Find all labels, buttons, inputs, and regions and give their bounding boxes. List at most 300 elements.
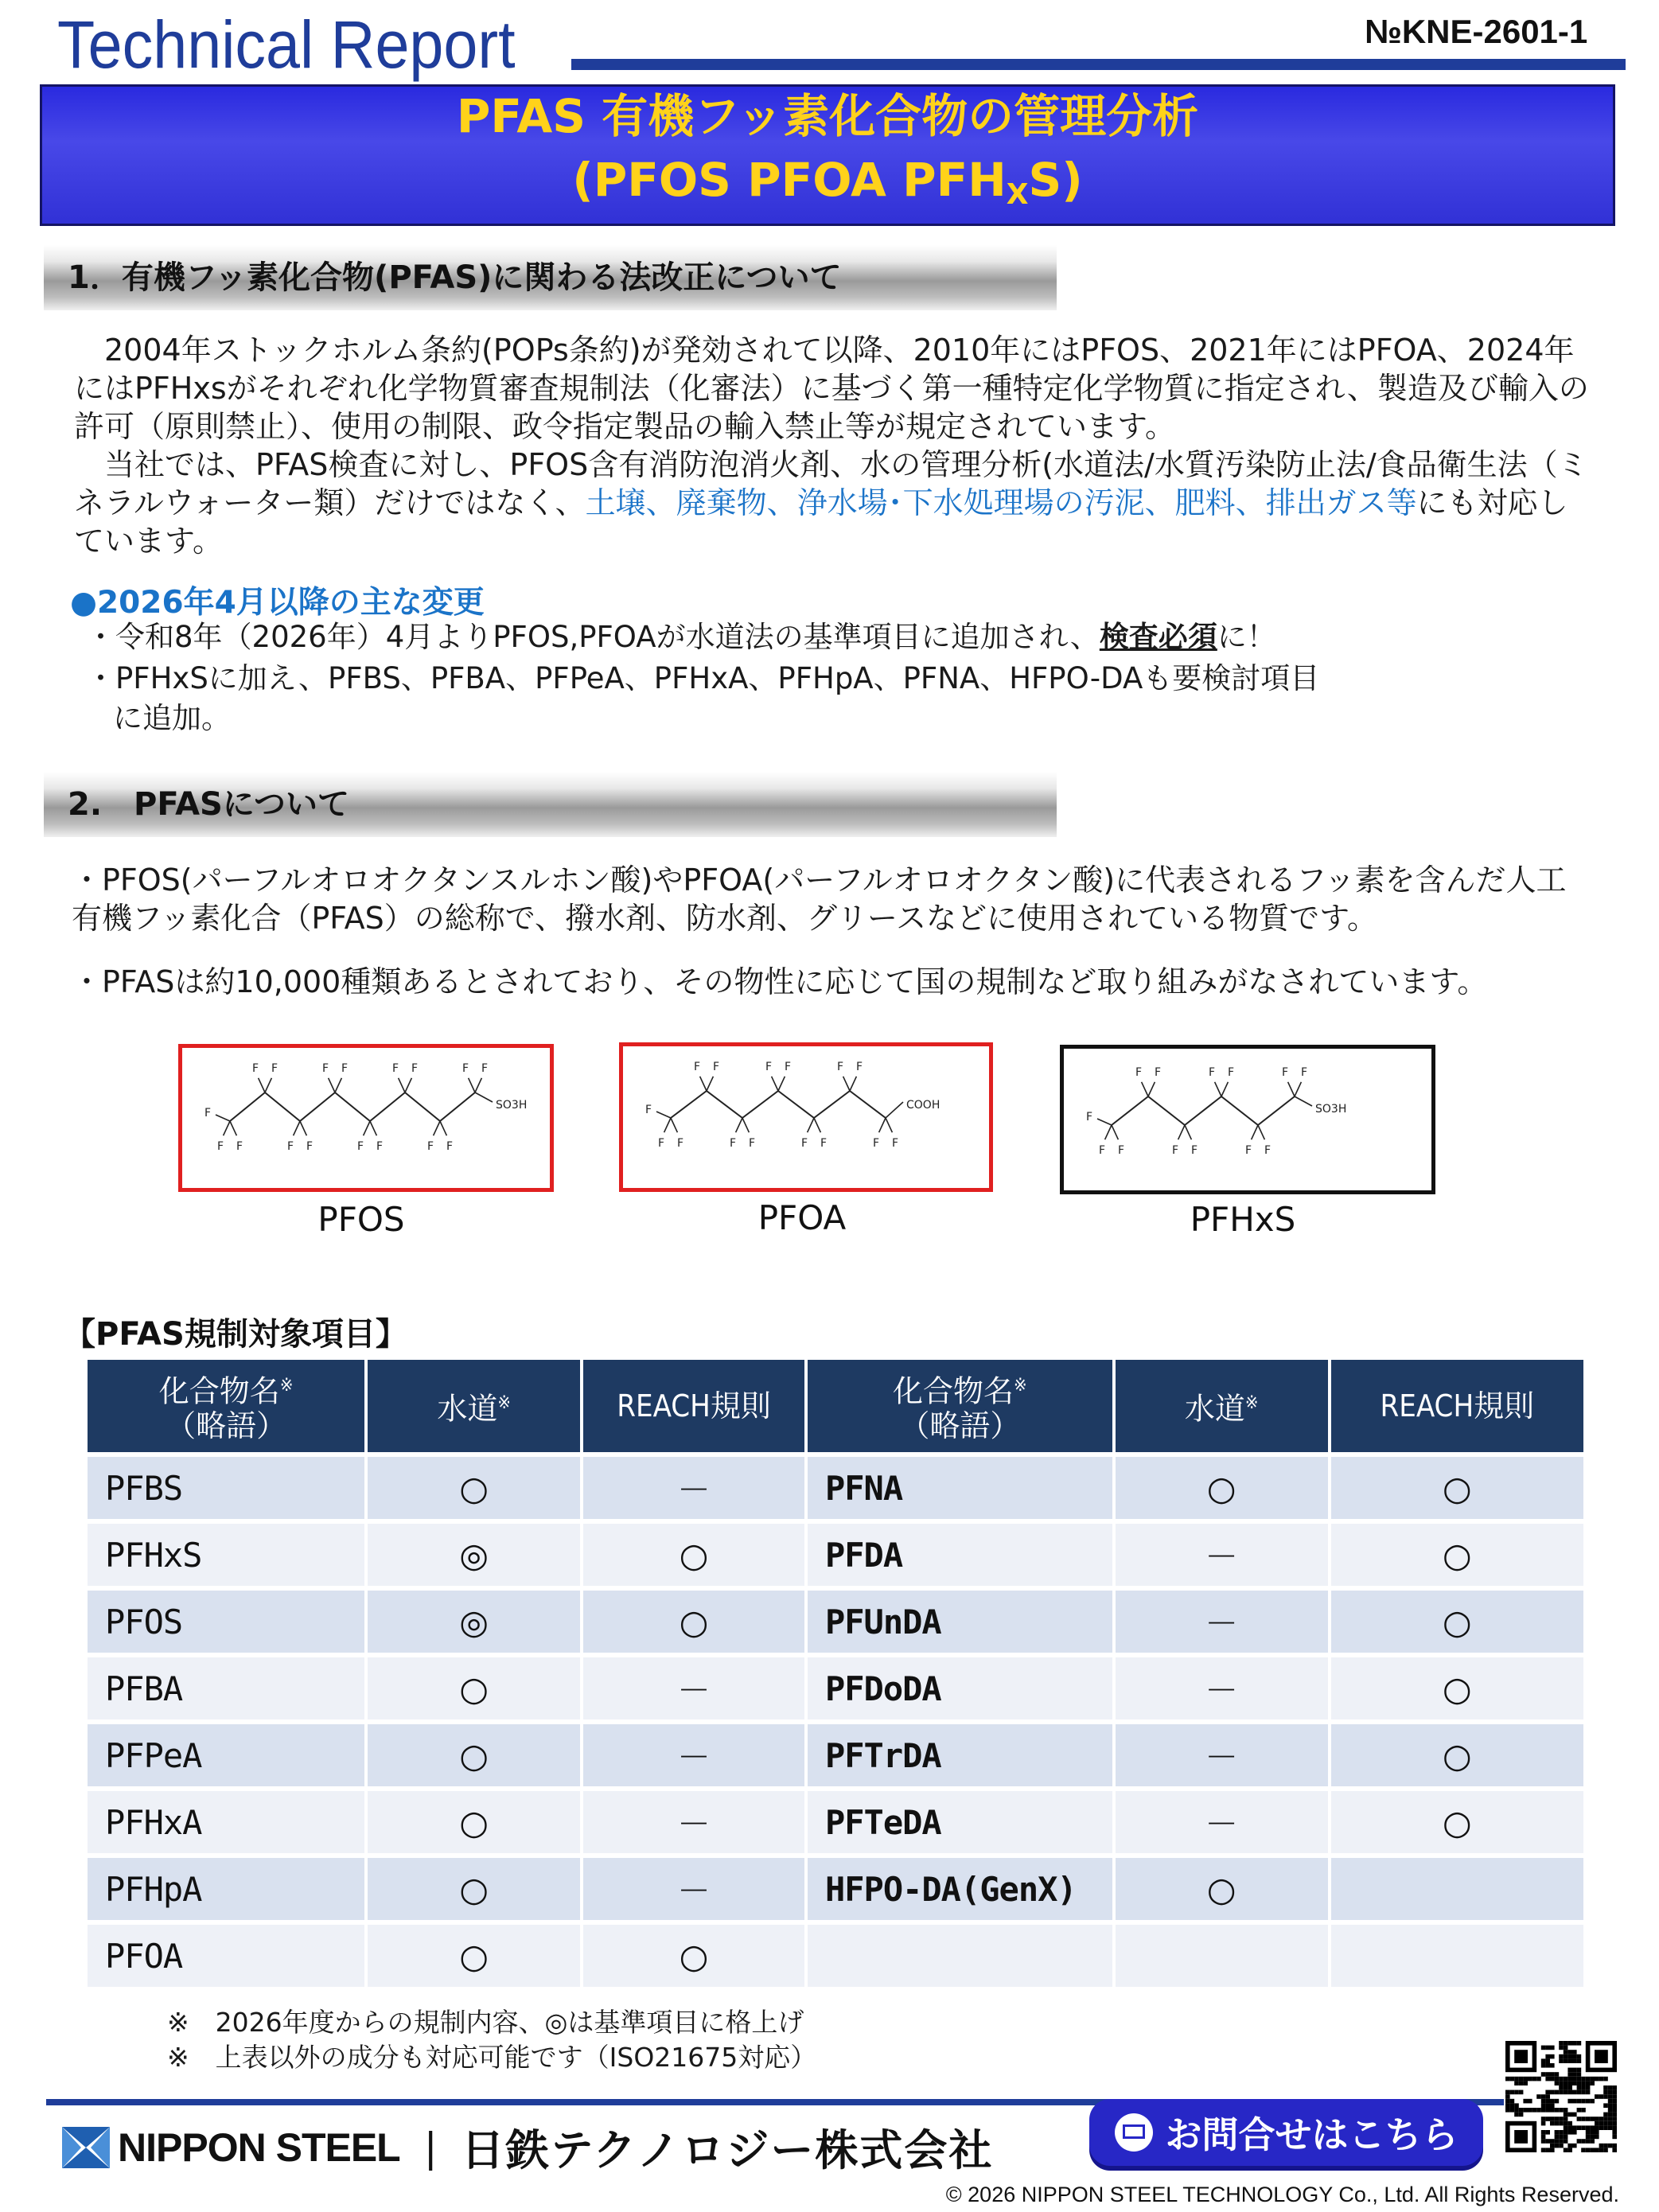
qr-module bbox=[1555, 2144, 1560, 2148]
qr-module bbox=[1536, 2108, 1541, 2113]
qr-module bbox=[1577, 2068, 1582, 2073]
qr-module bbox=[1586, 2117, 1591, 2121]
qr-module bbox=[1550, 2148, 1555, 2152]
compound-name: PFPeA bbox=[88, 1724, 364, 1786]
compound-name bbox=[808, 1925, 1112, 1987]
qr-module bbox=[1555, 2130, 1560, 2135]
qr-module bbox=[1572, 2072, 1577, 2077]
qr-module bbox=[1505, 2090, 1510, 2095]
fluorine-atom: F bbox=[820, 1137, 828, 1150]
cf-bond bbox=[1288, 1082, 1295, 1096]
compound-name: PFOA bbox=[88, 1925, 364, 1987]
qr-module bbox=[1550, 2077, 1555, 2082]
footer-separator: | bbox=[423, 2124, 438, 2171]
qr-module bbox=[1541, 2063, 1546, 2068]
backbone-bond bbox=[850, 1091, 886, 1118]
qr-module bbox=[1545, 2058, 1550, 2063]
qr-module bbox=[1572, 2113, 1577, 2117]
reach-mark: － bbox=[583, 1724, 804, 1786]
qr-module bbox=[1559, 2077, 1564, 2082]
qr-module bbox=[1541, 2130, 1546, 2135]
fluorine-atom: F bbox=[693, 1061, 701, 1073]
fluorine-atom: F bbox=[872, 1137, 880, 1150]
qr-module bbox=[1567, 2050, 1572, 2054]
fluorine-atom: F bbox=[391, 1062, 399, 1075]
qr-module bbox=[1550, 2054, 1555, 2059]
qr-module bbox=[1567, 2041, 1572, 2046]
fluorine-atom: F bbox=[216, 1140, 224, 1153]
reach-mark: － bbox=[583, 1657, 804, 1719]
qr-module bbox=[1545, 2139, 1550, 2144]
qr-module bbox=[1559, 2121, 1564, 2126]
qr-module bbox=[1567, 2113, 1572, 2117]
fluorine-atom: F bbox=[1171, 1144, 1179, 1157]
qr-module bbox=[1572, 2081, 1577, 2085]
qr-module bbox=[1586, 2085, 1591, 2090]
qr-module bbox=[1572, 2077, 1577, 2082]
nippon-steel-wordmark: NIPPON STEEL bbox=[118, 2124, 400, 2170]
qr-module bbox=[1599, 2094, 1604, 2099]
qr-module bbox=[1612, 2130, 1617, 2135]
qr-module bbox=[1545, 2117, 1550, 2121]
cf-bond bbox=[1252, 1125, 1258, 1139]
qr-module bbox=[1577, 2090, 1582, 2095]
qr-module bbox=[1536, 2077, 1541, 2082]
qr-module bbox=[1555, 2121, 1560, 2126]
pfos-label: PFOS bbox=[317, 1200, 405, 1239]
backbone-bond bbox=[1221, 1096, 1258, 1125]
reach-mark: ○ bbox=[583, 1925, 804, 1987]
water-mark: ○ bbox=[368, 1657, 580, 1719]
pfos-structure-drawing bbox=[182, 1048, 550, 1188]
qr-module bbox=[1523, 2108, 1528, 2113]
compound-name: PFUnDA bbox=[808, 1591, 1112, 1653]
qr-module bbox=[1567, 2072, 1572, 2077]
qr-module bbox=[1581, 2117, 1586, 2121]
change-item-2-line1: ・PFHxSに加え、PFBS、PFBA、PFPeA、PFHxA、PFHpA、PFNA、HFPO-DAも要検討項目 bbox=[86, 661, 1320, 695]
water-mark: ○ bbox=[368, 1858, 580, 1920]
qr-module bbox=[1550, 2046, 1555, 2050]
backbone-bond bbox=[265, 1092, 300, 1121]
cf-bond bbox=[1105, 1125, 1112, 1139]
table-row bbox=[88, 1791, 1583, 1853]
fluorine-atom: F bbox=[1264, 1144, 1272, 1157]
qr-module bbox=[1550, 2103, 1555, 2108]
compound-name: PFBS bbox=[88, 1457, 364, 1519]
qr-module bbox=[1608, 2117, 1613, 2121]
fluorine-atom: F bbox=[784, 1061, 792, 1073]
qr-module bbox=[1559, 2139, 1564, 2144]
reach-mark: － bbox=[583, 1457, 804, 1519]
cf-bond bbox=[850, 1077, 856, 1091]
backbone-bond bbox=[742, 1091, 778, 1118]
qr-module bbox=[1564, 2041, 1568, 2046]
qr-module bbox=[1541, 2103, 1546, 2108]
qr-module bbox=[1595, 2121, 1599, 2126]
qr-module bbox=[1505, 2108, 1510, 2113]
backbone-bond bbox=[1258, 1096, 1295, 1125]
qr-module bbox=[1581, 2090, 1586, 2095]
water-mark: ○ bbox=[368, 1724, 580, 1786]
reach-mark: ○ bbox=[1331, 1591, 1583, 1653]
qr-code-icon[interactable] bbox=[1505, 2041, 1617, 2152]
change-item-2-line2: に追加。 bbox=[113, 701, 231, 735]
qr-module bbox=[1612, 2144, 1617, 2148]
qr-module bbox=[1581, 2139, 1586, 2144]
qr-module bbox=[1586, 2077, 1591, 2082]
water-mark: － bbox=[1116, 1657, 1328, 1719]
qr-module bbox=[1603, 2077, 1608, 2082]
compound-name: PFHxA bbox=[88, 1791, 364, 1853]
fluorine-atom: F bbox=[1281, 1066, 1289, 1079]
qr-module bbox=[1505, 2103, 1510, 2108]
fluorine-atom: F bbox=[712, 1061, 720, 1073]
qr-module bbox=[1510, 2099, 1515, 2104]
table-row bbox=[88, 1457, 1583, 1519]
qr-module bbox=[1519, 2090, 1524, 2095]
table-row bbox=[88, 1524, 1583, 1586]
cf-bond bbox=[1142, 1082, 1148, 1096]
qr-module bbox=[1608, 2103, 1613, 2108]
fluorine-atom: F bbox=[321, 1062, 329, 1075]
table-row bbox=[88, 1657, 1583, 1719]
qr-module bbox=[1567, 2099, 1572, 2104]
qr-module bbox=[1603, 2090, 1608, 2095]
qr-module bbox=[1559, 2058, 1564, 2063]
cf-bond bbox=[434, 1121, 440, 1135]
qr-module bbox=[1590, 2130, 1595, 2135]
pfoa-structure bbox=[619, 1042, 993, 1192]
water-mark: ○ bbox=[368, 1925, 580, 1987]
qr-module bbox=[1564, 2130, 1568, 2135]
qr-module bbox=[1572, 2058, 1577, 2063]
header-reach: REACH規則 bbox=[583, 1360, 804, 1452]
qr-finder bbox=[1514, 2130, 1528, 2144]
qr-module bbox=[1545, 2094, 1550, 2099]
qr-module bbox=[1545, 2063, 1550, 2068]
qr-module bbox=[1567, 2081, 1572, 2085]
qr-module bbox=[1559, 2135, 1564, 2140]
qr-module bbox=[1550, 2139, 1555, 2144]
cf-bond bbox=[671, 1118, 677, 1132]
cf-bond bbox=[879, 1118, 886, 1132]
qr-module bbox=[1541, 2139, 1546, 2144]
compound-name: PFBA bbox=[88, 1657, 364, 1719]
qr-module bbox=[1586, 2135, 1591, 2140]
section2-heading: 2. PFASについて bbox=[44, 772, 1057, 837]
cf-bond bbox=[1097, 1119, 1112, 1125]
functional-group-bond bbox=[475, 1092, 493, 1102]
table-row bbox=[88, 1925, 1583, 1987]
qr-module bbox=[1545, 2130, 1550, 2135]
fluorine-atom: F bbox=[1098, 1144, 1106, 1157]
fluorine-atom: F bbox=[306, 1140, 313, 1153]
backbone-bond bbox=[707, 1091, 742, 1118]
cf-bond bbox=[370, 1121, 376, 1135]
cf-bond bbox=[469, 1078, 475, 1092]
qr-module bbox=[1612, 2125, 1617, 2130]
qr-module bbox=[1523, 2081, 1528, 2085]
qr-module bbox=[1586, 2148, 1591, 2152]
qr-module bbox=[1555, 2117, 1560, 2121]
qr-module bbox=[1590, 2117, 1595, 2121]
qr-module bbox=[1545, 2148, 1550, 2152]
fluorine-atom: F bbox=[426, 1140, 434, 1153]
report-title: Technical Report bbox=[57, 7, 516, 82]
fluorine-atom: F bbox=[271, 1062, 278, 1075]
qr-module bbox=[1564, 2090, 1568, 2095]
qr-module bbox=[1581, 2081, 1586, 2085]
fluorine-atom: F bbox=[376, 1140, 384, 1153]
qr-module bbox=[1536, 2094, 1541, 2099]
qr-module bbox=[1595, 2130, 1599, 2135]
fluorine-atom: F bbox=[1190, 1144, 1198, 1157]
header-reach-2: REACH規則 bbox=[1331, 1360, 1583, 1452]
qr-module bbox=[1577, 2085, 1582, 2090]
fluorine-atom: F bbox=[1135, 1066, 1143, 1079]
qr-module bbox=[1590, 2135, 1595, 2140]
header-water-2: 水道※ bbox=[1116, 1360, 1328, 1452]
qr-module bbox=[1550, 2099, 1555, 2104]
pfhxs-structure bbox=[1060, 1045, 1435, 1194]
company-logo-block bbox=[62, 2117, 993, 2178]
cf-bond bbox=[700, 1077, 707, 1091]
qr-module bbox=[1577, 2081, 1582, 2085]
backbone-bond bbox=[1185, 1096, 1221, 1125]
qr-module bbox=[1564, 2148, 1568, 2152]
qr-module bbox=[1595, 2117, 1599, 2121]
qr-module bbox=[1505, 2077, 1510, 2082]
cf-bond bbox=[405, 1078, 411, 1092]
fluorine-atom: F bbox=[1227, 1066, 1235, 1079]
qr-module bbox=[1572, 2144, 1577, 2148]
qr-module bbox=[1567, 2121, 1572, 2126]
reach-mark: － bbox=[583, 1791, 804, 1853]
qr-module bbox=[1541, 2117, 1546, 2121]
qr-module bbox=[1555, 2099, 1560, 2104]
fluorine-atom: F bbox=[1154, 1066, 1162, 1079]
water-mark: ◎ bbox=[368, 1524, 580, 1586]
cf-bond bbox=[778, 1077, 785, 1091]
qr-module bbox=[1567, 2144, 1572, 2148]
qr-module bbox=[1505, 2099, 1510, 2104]
copyright: © 2026 NIPPON STEEL TECHNOLOGY Co., Ltd. All Rights Reserved. bbox=[945, 2183, 1619, 2206]
qr-module bbox=[1603, 2125, 1608, 2130]
qr-module bbox=[1559, 2117, 1564, 2121]
cf-bond bbox=[843, 1077, 850, 1091]
qr-module bbox=[1545, 2072, 1550, 2077]
pfas-regulation-table bbox=[84, 1355, 1587, 1992]
cf-bond bbox=[300, 1121, 306, 1135]
qr-module bbox=[1590, 2099, 1595, 2104]
pfos-structure bbox=[178, 1044, 554, 1192]
water-mark: － bbox=[1116, 1791, 1328, 1853]
fluorine-atom: F bbox=[236, 1140, 243, 1153]
qr-module bbox=[1577, 2077, 1582, 2082]
qr-module bbox=[1586, 2139, 1591, 2144]
qr-module bbox=[1577, 2117, 1582, 2121]
reach-mark: ○ bbox=[1331, 1791, 1583, 1853]
qr-module bbox=[1590, 2125, 1595, 2130]
cf-bond bbox=[1215, 1082, 1221, 1096]
contact-button-label: お問合せはこちら bbox=[1165, 2113, 1458, 2156]
mail-icon bbox=[1115, 2113, 1153, 2152]
reach-mark: － bbox=[583, 1858, 804, 1920]
water-mark: ◎ bbox=[368, 1591, 580, 1653]
fluorine-atom: F bbox=[481, 1062, 489, 1075]
qr-module bbox=[1612, 2099, 1617, 2104]
qr-module bbox=[1550, 2121, 1555, 2126]
qr-module bbox=[1612, 2113, 1617, 2117]
reach-mark: ○ bbox=[1331, 1657, 1583, 1719]
qr-module bbox=[1595, 2125, 1599, 2130]
qr-module bbox=[1608, 2113, 1613, 2117]
qr-module bbox=[1541, 2046, 1546, 2050]
qr-module bbox=[1559, 2144, 1564, 2148]
qr-module bbox=[1564, 2135, 1568, 2140]
fluorine-atom: F bbox=[645, 1104, 652, 1116]
qr-module bbox=[1586, 2090, 1591, 2095]
cf-bond bbox=[742, 1118, 749, 1132]
compound-name: PFDoDA bbox=[808, 1657, 1112, 1719]
qr-module bbox=[1608, 2085, 1613, 2090]
functional-group-bond bbox=[1295, 1096, 1312, 1106]
cf-bond bbox=[664, 1118, 671, 1132]
qr-module bbox=[1541, 2121, 1546, 2126]
qr-module bbox=[1595, 2077, 1599, 2082]
qr-module bbox=[1559, 2081, 1564, 2085]
qr-module bbox=[1532, 2077, 1537, 2082]
banner-title-line2: (PFOS PFOA $PFH_XS$) bbox=[572, 152, 1083, 211]
water-mark: ○ bbox=[368, 1791, 580, 1853]
qr-module bbox=[1572, 2099, 1577, 2104]
qr-module bbox=[1603, 2148, 1608, 2152]
qr-module bbox=[1559, 2054, 1564, 2059]
qr-finder bbox=[1595, 2050, 1608, 2063]
qr-module bbox=[1612, 2094, 1617, 2099]
qr-module bbox=[1581, 2125, 1586, 2130]
reach-mark: ○ bbox=[583, 1524, 804, 1586]
functional-group-label: SO3H bbox=[1315, 1103, 1347, 1116]
cf-bond bbox=[1178, 1125, 1185, 1139]
qr-module bbox=[1567, 2068, 1572, 2073]
qr-module bbox=[1590, 2077, 1595, 2082]
qr-module bbox=[1564, 2113, 1568, 2117]
qr-module bbox=[1555, 2108, 1560, 2113]
qr-module bbox=[1603, 2144, 1608, 2148]
table-title: 【PFAS規制対象項目】 bbox=[64, 1316, 407, 1353]
fluorine-atom: F bbox=[891, 1137, 899, 1150]
banner-title-line1: PFAS 有機フッ素化合物の管理分析 bbox=[456, 88, 1199, 143]
qr-module bbox=[1555, 2090, 1560, 2095]
cf-bond bbox=[1295, 1082, 1301, 1096]
fluorine-atom: F bbox=[836, 1061, 844, 1073]
qr-module bbox=[1608, 2090, 1613, 2095]
cf-bond bbox=[335, 1078, 341, 1092]
water-mark: ○ bbox=[1116, 1457, 1328, 1519]
qr-module bbox=[1559, 2041, 1564, 2046]
backbone-bond bbox=[671, 1091, 707, 1118]
water-mark: － bbox=[1116, 1724, 1328, 1786]
qr-module bbox=[1510, 2103, 1515, 2108]
fluorine-atom: F bbox=[286, 1140, 294, 1153]
qr-module bbox=[1519, 2113, 1524, 2117]
qr-module bbox=[1612, 2090, 1617, 2095]
qr-module bbox=[1541, 2099, 1546, 2104]
qr-module bbox=[1612, 2121, 1617, 2126]
qr-module bbox=[1612, 2148, 1617, 2152]
qr-module bbox=[1541, 2148, 1546, 2152]
water-mark: ○ bbox=[368, 1457, 580, 1519]
fluorine-atom: F bbox=[411, 1062, 419, 1075]
reach-mark: ○ bbox=[1331, 1457, 1583, 1519]
cf-bond bbox=[224, 1121, 230, 1135]
cf-bond bbox=[1258, 1125, 1264, 1139]
fluorine-atom: F bbox=[676, 1137, 684, 1150]
pfhxs-label: PFHxS bbox=[1190, 1200, 1296, 1239]
qr-module bbox=[1564, 2081, 1568, 2085]
qr-module bbox=[1555, 2139, 1560, 2144]
backbone-bond bbox=[1148, 1096, 1185, 1125]
compound-name: PFNA bbox=[808, 1457, 1112, 1519]
table-note-1: ※ 2026年度からの規制内容、◎は基準項目に格上げ bbox=[167, 2007, 804, 2038]
qr-module bbox=[1567, 2077, 1572, 2082]
cf-bond bbox=[399, 1078, 405, 1092]
qr-module bbox=[1564, 2108, 1568, 2113]
header-water: 水道※ bbox=[368, 1360, 580, 1452]
qr-module bbox=[1545, 2108, 1550, 2113]
qr-module bbox=[1564, 2121, 1568, 2126]
qr-module bbox=[1567, 2148, 1572, 2152]
fluorine-atom: F bbox=[657, 1137, 665, 1150]
qr-module bbox=[1581, 2148, 1586, 2152]
qr-module bbox=[1608, 2144, 1613, 2148]
qr-module bbox=[1577, 2072, 1582, 2077]
fluorine-atom: F bbox=[204, 1107, 212, 1120]
qr-module bbox=[1545, 2046, 1550, 2050]
qr-module bbox=[1550, 2063, 1555, 2068]
cf-bond bbox=[1112, 1125, 1118, 1139]
qr-module bbox=[1514, 2081, 1519, 2085]
contact-button[interactable] bbox=[1089, 2099, 1483, 2166]
qr-module bbox=[1577, 2139, 1582, 2144]
fluorine-atom: F bbox=[356, 1140, 364, 1153]
qr-module bbox=[1523, 2077, 1528, 2082]
backbone-bond bbox=[230, 1092, 265, 1121]
reach-mark bbox=[1331, 1925, 1583, 1987]
qr-module bbox=[1595, 2135, 1599, 2140]
qr-module bbox=[1608, 2099, 1613, 2104]
backbone-bond bbox=[814, 1091, 850, 1118]
qr-module bbox=[1567, 2054, 1572, 2059]
qr-module bbox=[1559, 2130, 1564, 2135]
cf-bond bbox=[656, 1112, 671, 1118]
nippon-steel-logo-icon bbox=[62, 2127, 110, 2168]
pfoa-structure-drawing bbox=[623, 1046, 989, 1188]
qr-module bbox=[1581, 2108, 1586, 2113]
qr-module bbox=[1608, 2094, 1613, 2099]
qr-module bbox=[1564, 2046, 1568, 2050]
qr-module bbox=[1550, 2072, 1555, 2077]
qr-module bbox=[1541, 2135, 1546, 2140]
qr-finder bbox=[1514, 2050, 1528, 2063]
qr-module bbox=[1550, 2144, 1555, 2148]
cf-bond bbox=[1221, 1082, 1228, 1096]
qr-module bbox=[1564, 2139, 1568, 2144]
qr-module bbox=[1581, 2085, 1586, 2090]
qr-module bbox=[1595, 2094, 1599, 2099]
qr-module bbox=[1603, 2113, 1608, 2117]
